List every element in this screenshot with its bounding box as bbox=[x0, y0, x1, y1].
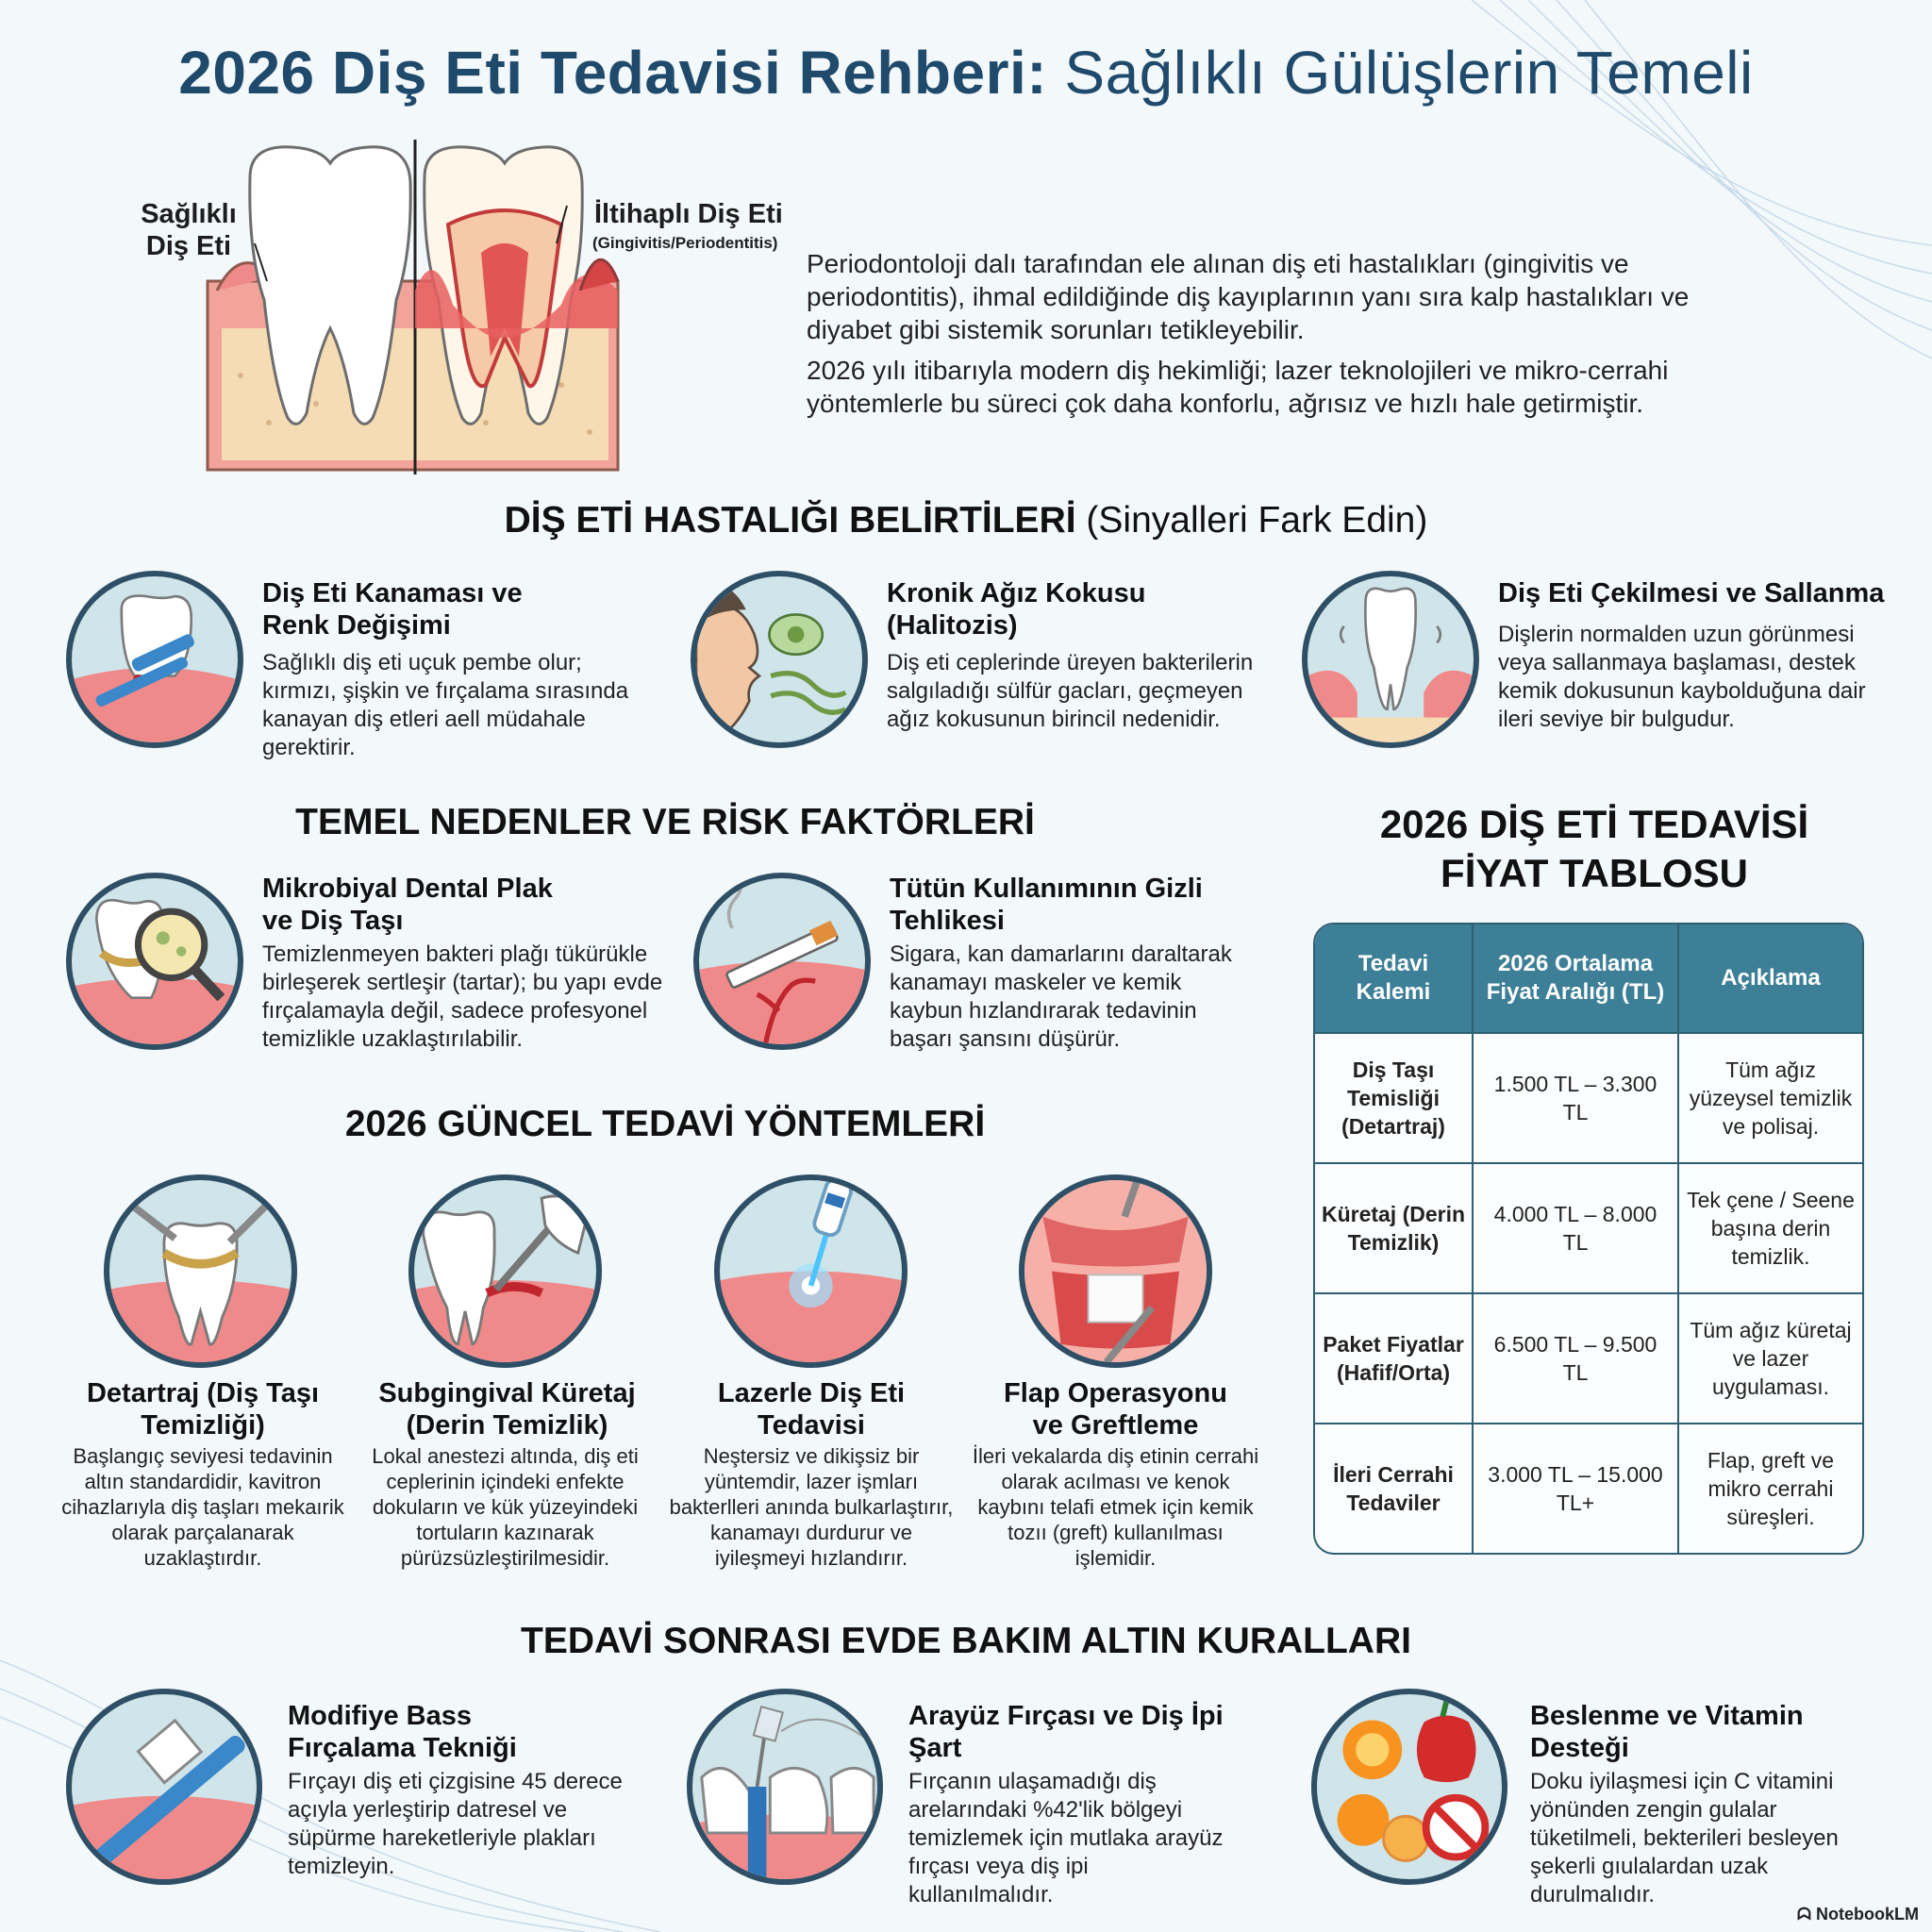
price-cell-range: 3.000 TL – 15.000 TL+ bbox=[1474, 1423, 1679, 1553]
treatment-text-curettage: Lokal anestezi altında, diş eti ceplerinin içindeki enfekte dokuların ve kük yüzeyindeki tortuların kazınarak pürüzsüzleştirilmesidir. bbox=[372, 1444, 639, 1570]
symptoms-section-title bbox=[0, 500, 1932, 541]
treatment-title-flap: Flap Operasyonu ve Greftleme bbox=[1004, 1378, 1227, 1441]
treatment-text-flap: İleri vekalarda diş etinin cerrahi olarak acılması ve kenok kaybını telafi etmek için kemik tozıı (greft) kullanılması işlemidir. bbox=[972, 1444, 1259, 1570]
price-cell-range: 6.500 TL – 9.500 TL bbox=[1474, 1292, 1679, 1423]
price-cell-item: Paket Fiyatlar (Hafif/Orta) bbox=[1315, 1292, 1474, 1423]
symptom-title-bleeding: Diş Eti Kanaması ve Renk Değişimi bbox=[262, 578, 523, 641]
care-text-nutrition: Doku iyilaşmesi için C vitamini yönünden zengin gulalar tüketilmeli, bekterileri besleyen şekerli gıulalardan uzak durulmalıdır. bbox=[1530, 1769, 1839, 1907]
symptoms-title-light: (Sinyalleri Fark Edin) bbox=[1086, 500, 1428, 541]
price-title-line2: FİYAT TABLOSU bbox=[1441, 851, 1748, 895]
care-title-nutrition: Beslenme ve Vitamin Desteği bbox=[1530, 1701, 1804, 1763]
treatments-section-title: 2026 GÜNCEL TEDAVİ YÖNTEMLERİ bbox=[344, 1104, 986, 1144]
bad-breath-icon bbox=[691, 571, 868, 748]
care-title-bass: Modifiye Bass Fırçalama Tekniği bbox=[288, 1701, 517, 1763]
inflamed-gum-sublabel: (Gingivitis/Periodentitis) bbox=[592, 234, 778, 252]
plaque-magnifier-icon bbox=[66, 873, 243, 1050]
curette-icon bbox=[408, 1174, 602, 1368]
symptom-text-recession: Dişlerin normalden uzun görünmesi veya sallanmaya başlaması, destek kemik dokusunun kaybolduğuna dair ileri seviye bir bulgudur. bbox=[1498, 622, 1866, 732]
healthy-gum-label bbox=[132, 198, 245, 262]
price-header-range: 2026 Ortalama Fiyat Aralığı (TL) bbox=[1474, 924, 1679, 1032]
symptom-title-halitosis: Kronik Ağız Kokusu (Halitozis) bbox=[887, 578, 1146, 641]
bleeding-gum-toothbrush-icon bbox=[66, 571, 243, 748]
interdental-brush-icon bbox=[687, 1689, 883, 1885]
care-section-title: TEDAVİ SONRASI EVDE BAKIM ALTIN KURALLARI bbox=[521, 1621, 1411, 1661]
price-cell-range: 1.500 TL – 3.300 TL bbox=[1474, 1032, 1679, 1162]
treatment-text-laser: Neştersiz ve dikişsiz bir yüntemdir, lazer işmları bakterlleri anında bulkarlaştırır, kanamayı durdurur ve iyileşmeyi hızlandırır. bbox=[669, 1444, 954, 1570]
price-cell-item: Küretaj (Derin Temizlik) bbox=[1315, 1162, 1474, 1292]
table-row bbox=[1315, 1162, 1862, 1292]
laser-icon bbox=[714, 1174, 908, 1368]
healthy-vs-inflamed-gum-illustration bbox=[203, 140, 627, 475]
price-cell-desc: Tüm ağız küretaj ve lazer uygulaması. bbox=[1679, 1292, 1862, 1423]
price-table-header-row bbox=[1315, 924, 1862, 1032]
price-table-title bbox=[1311, 800, 1877, 898]
cause-text-tobacco: Sigara, kan damarlarını daraltarak kanamayı maskeler ve kemik kaybun hızlandırarak tedavinin başarı şansını düşürür. bbox=[890, 941, 1232, 1052]
inflamed-gum-label: İltihaplı Diş Eti bbox=[594, 199, 783, 229]
treatment-title-scaling: Detartraj (Diş Taşı Temizliği) bbox=[86, 1378, 320, 1441]
table-row bbox=[1315, 1423, 1862, 1553]
care-text-interdental: Fırçanın ulaşamadığı diş arelarındaki %42'lik bölgeyi temizlemek için mutlaka arayüz fırçası veya diş ipi kullanılmalıdır. bbox=[908, 1769, 1224, 1907]
cause-title-plaque: Mikrobiyal Dental Plak ve Diş Taşı bbox=[262, 874, 553, 936]
loose-tooth-icon bbox=[1302, 571, 1479, 748]
price-header-item: Tedavi Kalemi bbox=[1315, 924, 1474, 1032]
symptom-text-halitosis: Diş eti ceplerinde üreyen bakterilerin salgıladığı sülfür gacları, geçmeyen ağız kokusunun birincil nedenidir. bbox=[887, 650, 1254, 732]
flap-graft-icon bbox=[1019, 1174, 1212, 1368]
brand-label: NotebookLM bbox=[1816, 1905, 1919, 1924]
price-header-desc: Açıklama bbox=[1679, 924, 1862, 1032]
treatment-title-curettage: Subgingival Küretaj (Derin Temizlik) bbox=[378, 1378, 636, 1441]
price-cell-range: 4.000 TL – 8.000 TL bbox=[1474, 1162, 1679, 1292]
intro-paragraph-2: 2026 yılı itibarıyla modern diş hekimliği; lazer teknolojileri ve mikro-cerrahi yöntemlerle bu süreci çok daha konforlu, ağrısız ve hızlı hale getirmiştir. bbox=[807, 356, 1669, 418]
causes-section-title: TEMEL NEDENLER VE RİSK FAKTÖRLERİ bbox=[295, 802, 1035, 842]
symptom-text-bleeding: Sağlıklı diş eti uçuk pembe olur; kırmızı, şişkin ve fırçalama sırasında kanayan diş etleri aell müdahale gerektirir. bbox=[262, 650, 629, 760]
cause-title-tobacco: Tütün Kullanımının Gizli Tehlikesi bbox=[890, 874, 1203, 936]
cause-text-plaque: Temizlenmeyen bakteri plağı tükürükle birleşerek sertleşir (tartar); bu yapı evde fırçalamayla değil, sadece profesyonel temizlikle uzaklaştırılabilir. bbox=[262, 941, 663, 1052]
scaler-icon bbox=[104, 1174, 297, 1368]
price-title-line1: 2026 DİŞ ETİ TEDAVİSİ bbox=[1379, 802, 1809, 846]
brand-logo-icon: ᗣ bbox=[1797, 1905, 1811, 1924]
page-title-light: Sağlıklı Gülüşlerin Temeli bbox=[1064, 39, 1754, 107]
page-title bbox=[0, 38, 1932, 108]
table-row bbox=[1315, 1292, 1862, 1423]
price-cell-item: Diş Taşı Temisliği (Detartraj) bbox=[1315, 1032, 1474, 1162]
healthy-gum-label-line2: Diş Eti bbox=[145, 231, 232, 261]
intro-text bbox=[807, 247, 1750, 427]
price-cell-desc: Tüm ağız yüzeysel temizlik ve polisaj. bbox=[1679, 1032, 1862, 1162]
symptoms-title-bold: DİŞ ETİ HASTALIĞI BELİRTİLERİ bbox=[504, 500, 1076, 541]
cigarette-icon bbox=[693, 873, 871, 1050]
care-title-interdental: Arayüz Fırçası ve Diş İpi Şart bbox=[908, 1701, 1224, 1763]
care-text-bass: Fırçayı diş eti çizgisine 45 derece açıyla yerleştirip datresel ve süpürme hareketleriyle plakları temizleyin. bbox=[288, 1769, 623, 1879]
treatment-title-laser: Lazerle Diş Eti Tedavisi bbox=[717, 1378, 906, 1441]
price-cell-item: İleri Cerrahi Tedaviler bbox=[1315, 1423, 1474, 1553]
treatment-text-scaling: Başlangıç seviyesi tedavinin altın standardidir, kavitron cihazlarıyla diş taşları mekaırik olarak parçalanarak uzaklaştırdır. bbox=[61, 1444, 344, 1570]
page-title-bold: 2026 Diş Eti Tedavisi Rehberi: bbox=[178, 39, 1048, 107]
price-cell-desc: Tek çene / Seene başına derin temizlik. bbox=[1679, 1162, 1862, 1292]
intro-paragraph-1: Periodontoloji dalı tarafından ele alınan diş eti hastalıkları (gingivitis ve periodontitis), ihmal edildiğinde diş kayıplarının yanı sıra kalp hastalıkları ve diyabet gibi sistemik sorunları tetikleyebilir. bbox=[807, 249, 1690, 344]
price-cell-desc: Flap, greft ve mikro cerrahi süreşleri. bbox=[1679, 1423, 1862, 1553]
notebooklm-brand bbox=[1797, 1905, 1919, 1924]
symptom-title-recession: Diş Eti Çekilmesi ve Sallanma bbox=[1498, 578, 1885, 608]
fruit-vitamin-icon bbox=[1311, 1689, 1507, 1885]
healthy-gum-label-line1: Sağlıklı bbox=[141, 199, 237, 229]
table-row bbox=[1315, 1032, 1862, 1162]
toothbrush-icon bbox=[66, 1689, 262, 1885]
price-table bbox=[1313, 923, 1864, 1555]
